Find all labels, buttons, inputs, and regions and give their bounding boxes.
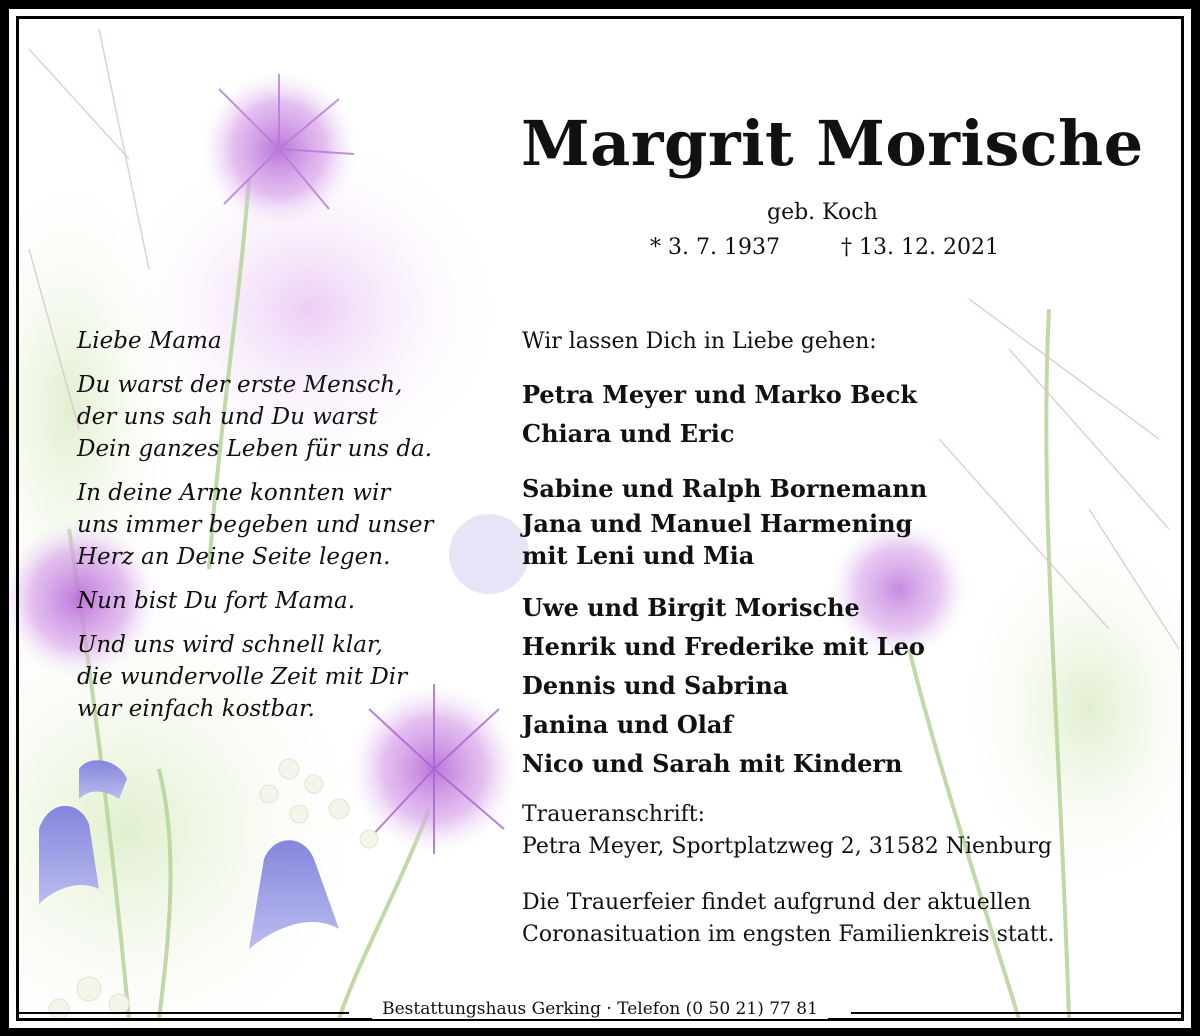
birth-date: * 3. 7. 1937 <box>650 235 780 260</box>
poem-stanza: Liebe Mama <box>77 328 222 354</box>
poem-stanza: Und uns wird schnell klar, die wundervolle Zeit mit Dir war einfach kostbar. <box>77 632 408 722</box>
mourner-name: Henrik und Frederike mit Leo <box>522 632 925 661</box>
address-label: Traueranschrift: <box>522 802 706 827</box>
poem-stanza: Du warst der erste Mensch, der uns sah und Du warst Dein ganzes Leben für uns da. <box>77 372 433 462</box>
obituary-card <box>9 9 1191 1028</box>
deceased-name: Margrit Morische <box>521 107 1144 180</box>
mourners-section <box>522 327 1162 951</box>
address-value: Petra Meyer, Sportplatzweg 2, 31582 Nienburg <box>522 834 1053 859</box>
poem <box>77 325 497 737</box>
mourner-name: Petra Meyer und Marko Beck <box>522 380 917 409</box>
funeral-note: Die Trauerfeier findet aufgrund der aktuellen Coronasituation im engsten Familienkreis statt. <box>522 890 1055 947</box>
mourner-name: Uwe und Birgit Morische <box>522 593 860 622</box>
mourner-name: Janina und Olaf <box>522 710 733 739</box>
death-date: † 13. 12. 2021 <box>841 235 999 260</box>
poem-stanza: Nun bist Du fort Mama. <box>77 588 356 614</box>
mourner-name: Nico und Sarah mit Kindern <box>522 749 903 778</box>
mourning-address <box>522 799 1162 863</box>
mourner-name: Dennis und Sabrina <box>522 671 789 700</box>
mourner-group <box>522 588 1162 783</box>
funeral-home-contact: Bestattungshaus Gerking · Telefon (0 50 21) 77 81 <box>372 999 828 1019</box>
mourner-name: Sabine und Ralph Bornemann <box>522 474 928 503</box>
mourner-group <box>522 469 1162 572</box>
footer <box>9 999 1191 1019</box>
mourner-name: Jana und Manuel Harmening mit Leni und Mia <box>522 509 913 570</box>
poem-stanza: In deine Arme konnten wir uns immer begeben und unser Herz an Deine Seite legen. <box>77 480 434 570</box>
mourner-group <box>522 375 1162 453</box>
birth-name: geb. Koch <box>767 200 878 225</box>
mourners-intro: Wir lassen Dich in Liebe gehen: <box>522 329 877 354</box>
mourner-name: Chiara und Eric <box>522 419 735 448</box>
